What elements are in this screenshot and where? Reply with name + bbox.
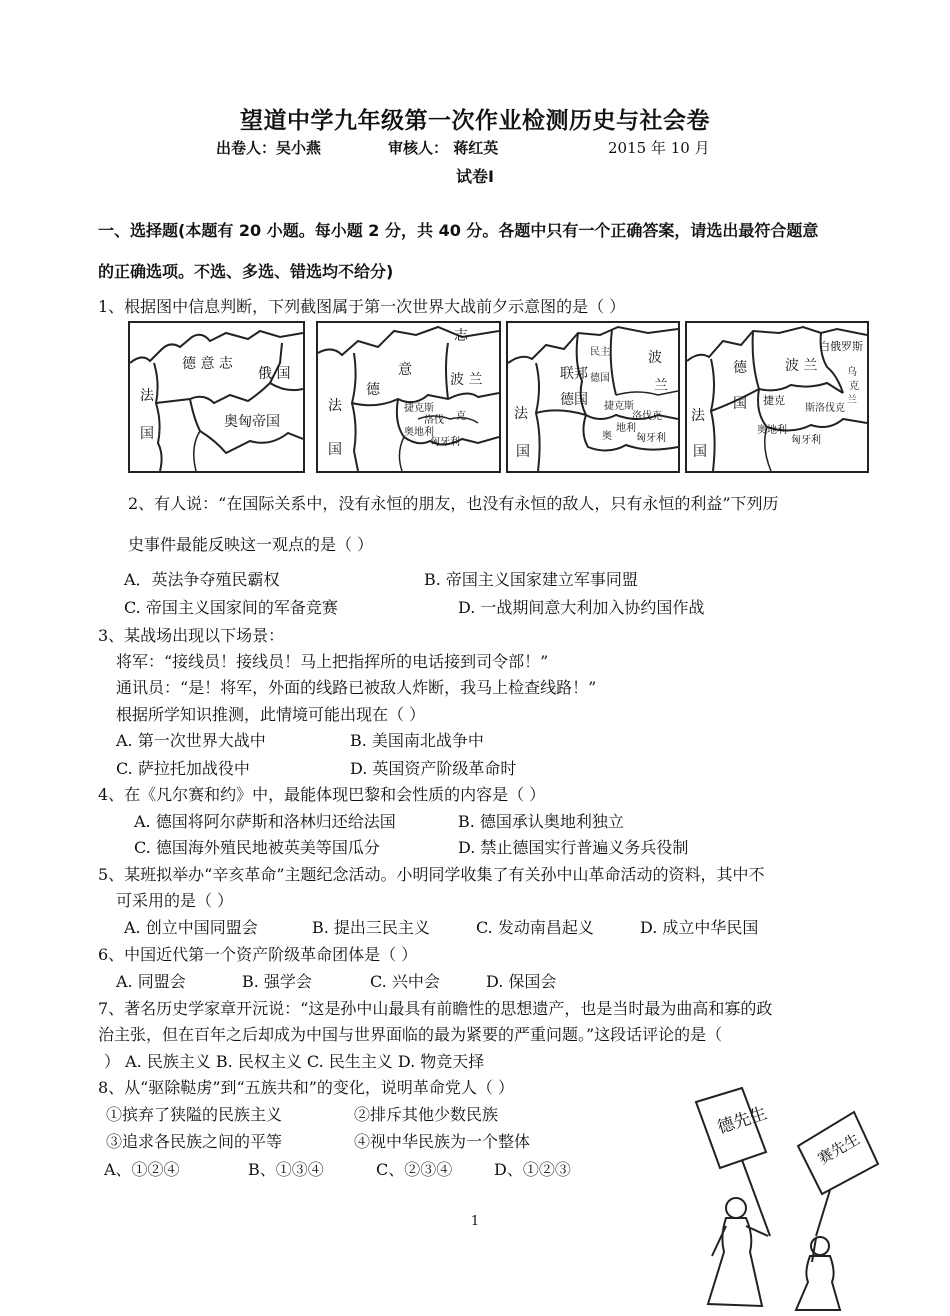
q6-stem: 6、中国近代第一个资产阶级革命团体是（ ） <box>98 945 418 964</box>
q2-stem-line1: 2、有人说：“在国际关系中，没有永恒的朋友，也没有永恒的敌人，只有永恒的利益”下列历 <box>128 494 779 513</box>
map2-label-hungary: 匈牙利 <box>430 437 460 448</box>
map2-label-poland: 波 兰 <box>450 372 483 388</box>
map4-label-austria: 奥地利 <box>757 425 787 436</box>
q3-stem: 3、某战场出现以下场景： <box>98 626 285 645</box>
q8-option-b: B、①③④ <box>248 1160 324 1179</box>
map1-label-germany: 德 意 志 <box>182 356 233 372</box>
q6-option-c: C. 兴中会 <box>370 972 440 991</box>
q8-item-2: ②排斥其他少数民族 <box>354 1105 499 1124</box>
map1-label-russia: 俄 国 <box>258 366 291 382</box>
q3-line-operator: 通讯员：“是！将军，外面的线路已被敌人炸断，我马上检查线路！” <box>116 678 597 697</box>
map4-label-ukraine-1: 乌 <box>847 367 857 378</box>
map3-label-gdr-2: 德国 <box>590 373 610 384</box>
map4-label-germany-2: 国 <box>733 396 747 412</box>
map3-label-austria-1: 奥 <box>602 431 612 442</box>
map3-label-frg-1: 联邦 <box>560 366 588 382</box>
q5-option-b: B. 提出三民主义 <box>312 918 430 937</box>
map2-label-zhi: 志 <box>454 328 468 344</box>
q6-option-d: D. 保国会 <box>486 972 557 991</box>
q2-option-a: A．英法争夺殖民霸权 <box>124 570 280 589</box>
map4-label-france-2: 国 <box>693 444 707 460</box>
q8-illustration <box>690 1086 890 1312</box>
q1-stem: 1、根据图中信息判断，下列截图属于第一次世界大战前夕示意图的是（ ） <box>98 297 626 316</box>
map-3-borders <box>508 323 678 471</box>
q8-item-1: ①摈弃了狭隘的民族主义 <box>106 1105 283 1124</box>
map-2-borders <box>318 323 499 471</box>
q2-stem-line2: 史事件最能反映这一观点的是（ ） <box>128 535 374 554</box>
q7-options-line: ） A. 民族主义 B. 民权主义 C. 民生主义 D. 物竞天择 <box>104 1052 485 1071</box>
q3-line-general: 将军：“接线员！接线员！马上把指挥所的电话接到司令部！” <box>116 652 549 671</box>
q8-option-d: D、①②③ <box>494 1160 571 1179</box>
map2-label-yi: 意 <box>398 362 412 378</box>
map3-label-poland-1: 波 <box>648 350 662 366</box>
map2-label-czech-1: 捷克斯 <box>404 403 434 414</box>
map3-label-france-2: 国 <box>516 444 530 460</box>
reviewer-label: 审核人： 蒋红英 <box>388 139 499 157</box>
map4-label-slovakia: 斯洛伐克 <box>805 403 845 414</box>
map3-label-gdr-1: 民主 <box>590 347 610 358</box>
q5-stem-line1: 5、某班拟举办“辛亥革命”主题纪念活动。小明同学收集了有关孙中山革命活动的资料，其中不 <box>98 865 765 884</box>
q7-stem-line1: 7、著名历史学家章开沅说：“这是孙中山最具有前瞻性的思想遗产，也是当时最为曲高和寡的政 <box>98 999 773 1018</box>
q4-option-b: B. 德国承认奥地利独立 <box>458 812 624 831</box>
map1-label-austria-hungary: 奥匈帝国 <box>224 414 280 430</box>
q5-option-d: D. 成立中华民国 <box>640 918 759 937</box>
map4-label-ukraine-3: 兰 <box>847 395 857 406</box>
map2-label-czech-2: 洛伐 <box>424 415 444 426</box>
page-title: 望道中学九年级第一次作业检测历史与社会卷 <box>240 108 710 134</box>
map3-label-austria-2: 地利 <box>616 423 636 434</box>
q5-option-a: A. 创立中国同盟会 <box>124 918 258 937</box>
map4-label-poland: 波 兰 <box>785 358 818 374</box>
q8-option-c: C、②③④ <box>376 1160 453 1179</box>
q4-stem: 4、在《凡尔赛和约》中，最能体现巴黎和会性质的内容是（ ） <box>98 785 546 804</box>
q4-option-d: D. 禁止德国实行普遍义务兵役制 <box>458 838 689 857</box>
q7-stem-line2: 治主张，但在百年之后却成为中国与世界面临的最为紧要的严重问题。”这段话评论的是（ <box>98 1025 723 1044</box>
q8-option-a: A、①②④ <box>104 1160 180 1179</box>
author-label: 出卷人：吴小燕 <box>216 139 322 157</box>
sign-2-text: 赛先生 <box>814 1129 863 1168</box>
q3-line-question: 根据所学知识推测，此情境可能出现在（ ） <box>116 705 426 724</box>
map1-label-france-2: 国 <box>140 426 154 442</box>
map3-label-czech-2: 洛伐克 <box>632 411 662 422</box>
map2-label-austria: 奥地利 <box>404 427 434 438</box>
date-label: 2015 年 10 月 <box>608 139 710 157</box>
q8-item-4: ④视中华民族为一个整体 <box>354 1132 531 1151</box>
q2-option-b: B. 帝国主义国家建立军事同盟 <box>424 570 638 589</box>
map1-label-france-1: 法 <box>140 388 154 404</box>
q1-map-4 <box>685 321 869 473</box>
q2-option-d: D. 一战期间意大利加入协约国作战 <box>458 598 705 617</box>
q2-option-c: C. 帝国主义国家间的军备竞赛 <box>124 598 338 617</box>
q1-map-3 <box>506 321 680 473</box>
map4-label-hungary: 匈牙利 <box>791 435 821 446</box>
map4-label-czech: 捷克 <box>763 394 785 407</box>
map3-label-poland-2: 兰 <box>654 378 668 394</box>
map4-label-belarus: 白俄罗斯 <box>819 340 863 353</box>
q8-stem: 8、从“驱除鞑虏”到“五族共和”的变化，说明革命党人（ ） <box>98 1078 514 1097</box>
q1-map-1 <box>128 321 305 473</box>
map4-label-germany-1: 德 <box>733 360 747 376</box>
q3-option-d: D. 英国资产阶级革命时 <box>350 759 517 778</box>
page-number: 1 <box>470 1214 480 1229</box>
map4-label-france-1: 法 <box>691 408 705 424</box>
q1-map-2 <box>316 321 501 473</box>
sign-1-text: 德先生 <box>714 1103 770 1139</box>
q4-option-c: C. 德国海外殖民地被英美等国瓜分 <box>134 838 380 857</box>
map2-label-ke: 克 <box>456 411 466 422</box>
q6-option-b: B. 强学会 <box>242 972 312 991</box>
q4-option-a: A. 德国将阿尔萨斯和洛林归还给法国 <box>134 812 396 831</box>
map3-label-frg-2: 德国 <box>560 392 588 408</box>
map2-label-de: 德 <box>366 382 380 398</box>
paper-label: 试卷I <box>456 167 494 186</box>
map3-label-hungary: 匈牙利 <box>636 433 666 444</box>
section-heading-line1: 一、选择题(本题有 20 小题。每小题 2 分，共 40 分。各题中只有一个正确答案，请选出最符合题意 <box>98 221 819 240</box>
map2-label-france-1: 法 <box>328 398 342 414</box>
section-heading-line2: 的正确选项。不选、多选、错选均不给分) <box>98 262 394 281</box>
q3-option-b: B. 美国南北战争中 <box>350 731 484 750</box>
q5-stem-line2: 可采用的是（ ） <box>116 891 234 910</box>
map2-label-france-2: 国 <box>328 442 342 458</box>
map-1-borders <box>130 323 303 471</box>
map4-label-ukraine-2: 克 <box>849 381 859 392</box>
q5-option-c: C. 发动南昌起义 <box>476 918 594 937</box>
q3-option-a: A. 第一次世界大战中 <box>116 731 266 750</box>
q3-option-c: C. 萨拉托加战役中 <box>116 759 250 778</box>
q6-option-a: A. 同盟会 <box>116 972 186 991</box>
map3-label-france-1: 法 <box>514 406 528 422</box>
q8-item-3: ③追求各民族之间的平等 <box>106 1132 283 1151</box>
map3-label-czech-1: 捷克斯 <box>604 401 634 412</box>
